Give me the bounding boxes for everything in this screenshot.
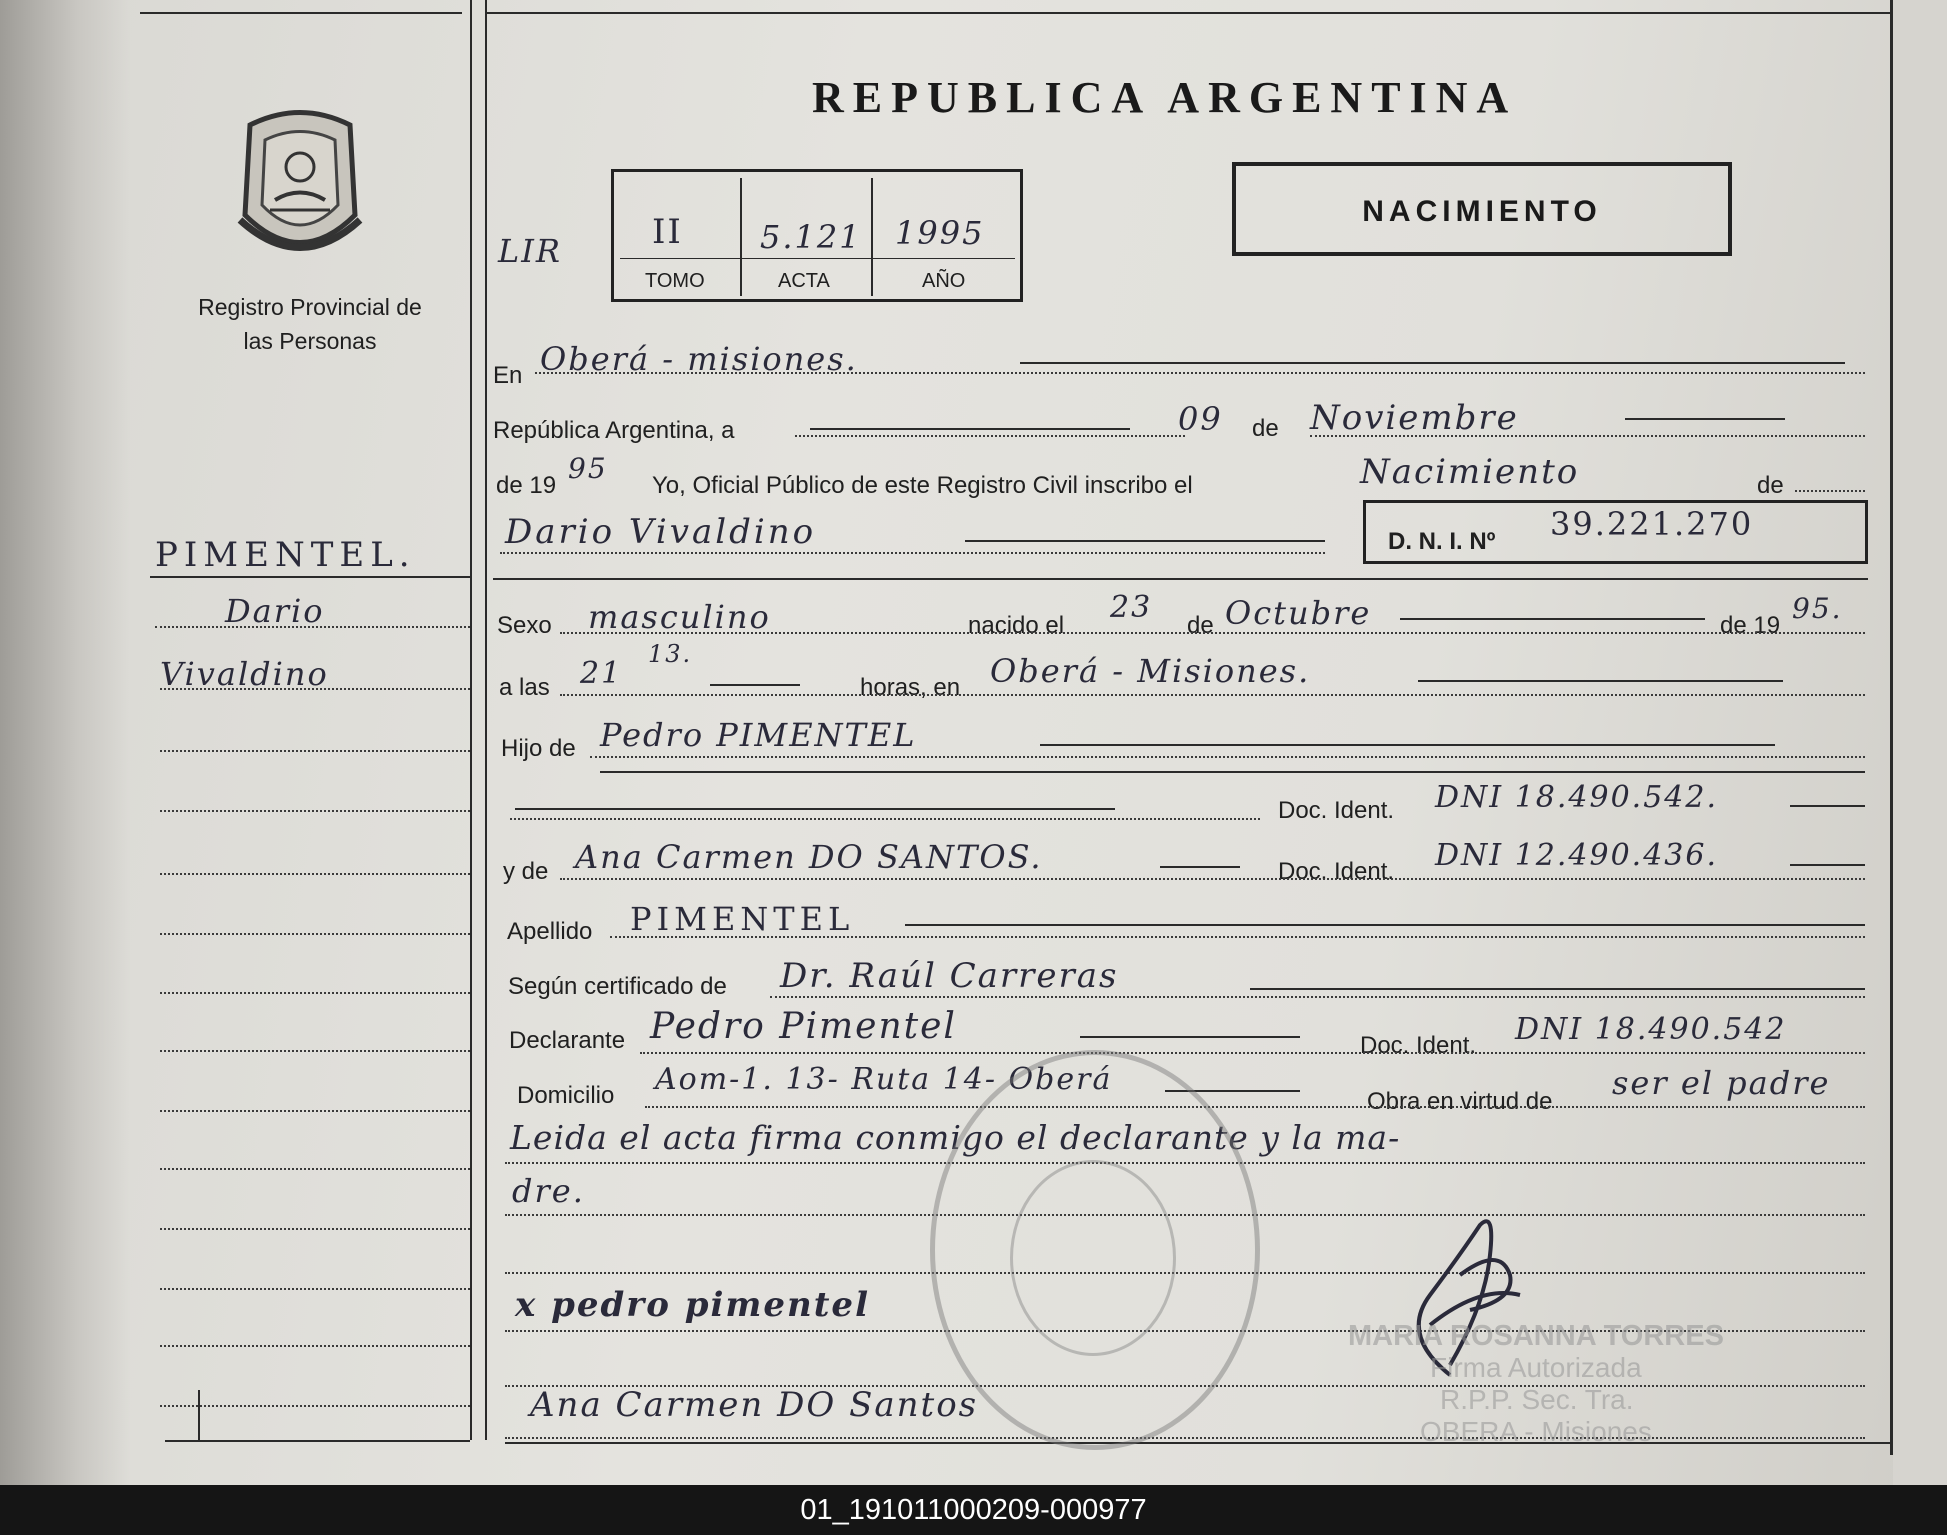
- margin-line-7: [160, 992, 470, 994]
- y-de-label: y de: [503, 858, 549, 885]
- nacido-label: nacido el: [968, 612, 1065, 639]
- horas-label: horas, en: [860, 674, 961, 701]
- top-rule-left: [140, 12, 462, 14]
- obra-label: Obra en virtud de: [1367, 1088, 1553, 1115]
- apellido-dots: [610, 936, 1865, 938]
- margin-first-name: Dario: [225, 592, 325, 630]
- year-prefix: de 19: [496, 472, 557, 499]
- de-label-2: de: [1757, 472, 1784, 499]
- record-type: NACIMIENTO: [1362, 195, 1602, 228]
- provincial-seal-icon: [230, 105, 370, 265]
- page-edge-shadow: [0, 0, 130, 1485]
- father-extra-line: [600, 771, 1865, 773]
- apellido-label: Apellido: [507, 918, 593, 945]
- margin-line-11: [160, 1228, 470, 1230]
- mother-doc-line: [1790, 864, 1865, 866]
- sexo-label: Sexo: [497, 612, 552, 639]
- birth-place-dots: [560, 694, 1865, 696]
- closing-line-2: dre.: [512, 1172, 585, 1210]
- margin-bottom-rule: [165, 1440, 470, 1442]
- birth-place: Oberá - Misiones.: [990, 652, 1311, 690]
- father-doc-dots: [510, 818, 1260, 820]
- de-label-3: de: [1187, 612, 1214, 639]
- column-divider-right: [485, 0, 487, 1440]
- child-name-line: [965, 540, 1325, 542]
- margin-line-1: [155, 626, 470, 628]
- margin-line-8: [160, 1050, 470, 1052]
- month-line: [1625, 418, 1785, 420]
- sexo-value: masculino: [588, 598, 771, 636]
- declarante-value: Pedro Pimentel: [650, 1006, 957, 1047]
- place-line: [1020, 362, 1845, 364]
- de-label: de: [1252, 415, 1279, 442]
- declarante-label: Declarante: [509, 1027, 626, 1054]
- event-value: Nacimiento: [1360, 452, 1580, 492]
- margin-surname-rule: [150, 576, 470, 578]
- margin-line-13: [160, 1345, 470, 1347]
- domicilio-dots: [645, 1106, 1865, 1108]
- acta-value: 5.121: [760, 218, 862, 256]
- page-right-margin: [1893, 0, 1947, 1485]
- registry-name: Registro Provincial de las Personas: [198, 294, 422, 354]
- right-border: [1890, 0, 1893, 1455]
- day-value: 09: [1178, 400, 1223, 438]
- official-stamp-inner-ring: [1010, 1160, 1176, 1356]
- sexo-dots: [560, 632, 1865, 634]
- declarante-doc-value: DNI 18.490.542: [1515, 1012, 1787, 1047]
- father-doc-line-right: [1790, 805, 1865, 807]
- birth-day: 23: [1110, 590, 1153, 625]
- a-las-label: a las: [499, 674, 550, 701]
- hour-value: 21: [580, 656, 623, 691]
- father-signature: x pedro pimentel: [515, 1285, 870, 1325]
- doctor-value: Dr. Raúl Carreras: [780, 956, 1119, 996]
- birth-month-line: [1400, 618, 1705, 620]
- official-stamp-line-1: MARIA ROSANNA TORRES: [1348, 1320, 1724, 1352]
- place-value: Oberá - misiones.: [540, 340, 858, 378]
- section-rule: [493, 578, 1868, 580]
- margin-middle-name: Vivaldino: [160, 655, 329, 693]
- year-suffix: 95: [568, 452, 608, 485]
- official-stamp-line-2: Firma Autorizada: [1430, 1352, 1642, 1383]
- closing-line-1: Leida el acta firma conmigo el declarante y la ma-: [510, 1118, 1401, 1157]
- father-name-dots: [590, 756, 1865, 758]
- margin-line-9: [160, 1110, 470, 1112]
- margin-line-2: [160, 688, 470, 690]
- apellido-line: [905, 924, 1865, 926]
- register-prefix: LIR: [498, 232, 562, 270]
- mother-dots: [560, 878, 1865, 880]
- doctor-line: [1250, 988, 1865, 990]
- document-title: REPUBLICA ARGENTINA: [812, 73, 1518, 122]
- child-name-dots: [500, 552, 1325, 554]
- register-divider-2: [871, 178, 873, 296]
- month-value: Noviembre: [1310, 398, 1519, 438]
- mother-name-line: [1160, 866, 1240, 868]
- republica-line: [810, 428, 1130, 430]
- official-stamp-line-3: R.P.P. Sec. Tra.: [1440, 1384, 1634, 1415]
- dni-label: D. N. I. Nº: [1388, 528, 1496, 555]
- margin-tick: [198, 1390, 200, 1440]
- mother-doc-value: DNI 12.490.436.: [1435, 838, 1718, 873]
- official-stamp-line-4: OBERA - Misiones: [1420, 1416, 1652, 1447]
- tomo-value: II: [652, 212, 683, 252]
- column-divider-left: [470, 0, 472, 1440]
- margin-line-10: [160, 1168, 470, 1170]
- segun-label: Según certificado de: [508, 973, 727, 1000]
- birth-year-prefix: de 19: [1720, 612, 1781, 639]
- hour-line: [710, 684, 800, 686]
- father-doc-label: Doc. Ident.: [1278, 797, 1395, 824]
- declarante-line: [1080, 1036, 1300, 1038]
- republica-label: República Argentina, a: [493, 417, 735, 444]
- register-divider-1: [740, 178, 742, 296]
- father-doc-line-left: [515, 808, 1115, 810]
- mother-name: Ana Carmen DO SANTOS.: [575, 838, 1043, 876]
- domicilio-label: Domicilio: [517, 1082, 615, 1109]
- closing-dots-6: [505, 1437, 1865, 1439]
- father-doc-value: DNI 18.490.542.: [1435, 780, 1718, 815]
- ano-value: 1995: [895, 214, 985, 252]
- register-label-rule: [620, 258, 1015, 259]
- acta-label: ACTA: [778, 270, 830, 292]
- margin-line-5: [160, 873, 470, 875]
- apellido-value: PIMENTEL: [630, 900, 855, 938]
- month-dots: [1310, 435, 1865, 437]
- margin-line-12: [160, 1288, 470, 1290]
- child-name: Dario Vivaldino: [505, 512, 817, 552]
- place-dots: [535, 372, 1865, 374]
- republica-dots-1: [795, 435, 1185, 437]
- margin-line-3: [160, 750, 470, 752]
- margin-line-6: [160, 933, 470, 935]
- mother-doc-label: Doc. Ident.: [1278, 858, 1395, 885]
- mother-signature: Ana Carmen DO Santos: [530, 1385, 979, 1425]
- father-name: Pedro PIMENTEL: [600, 716, 917, 754]
- margin-line-14: [160, 1405, 470, 1407]
- father-name-line: [1040, 744, 1775, 746]
- margin-surname: PIMENTEL.: [155, 535, 416, 575]
- obra-value: ser el padre: [1612, 1064, 1831, 1102]
- event-dots: [1795, 490, 1865, 492]
- minutes-value: 13.: [648, 640, 693, 668]
- margin-line-4: [160, 810, 470, 812]
- en-label: En: [493, 362, 523, 389]
- birth-place-line: [1418, 680, 1783, 682]
- oficial-text: Yo, Oficial Público de este Registro Civil inscribo el: [652, 472, 1193, 499]
- birth-month: Octubre: [1225, 594, 1372, 632]
- file-id-bar: 01_191011000209-000977: [0, 1485, 1947, 1535]
- dni-value: 39.221.270: [1550, 505, 1754, 543]
- domicilio-value: Aom-1. 13- Ruta 14- Oberá: [655, 1062, 1113, 1097]
- ano-label: AÑO: [922, 270, 966, 292]
- hijo-label: Hijo de: [501, 735, 576, 762]
- declarante-dots: [640, 1052, 1865, 1054]
- top-rule-right: [485, 12, 1890, 14]
- declarante-doc-label: Doc. Ident.: [1360, 1032, 1477, 1059]
- birth-year-suffix: 95.: [1792, 592, 1843, 625]
- tomo-label: TOMO: [645, 270, 705, 292]
- bottom-rule: [505, 1442, 1890, 1444]
- doctor-dots: [770, 996, 1865, 998]
